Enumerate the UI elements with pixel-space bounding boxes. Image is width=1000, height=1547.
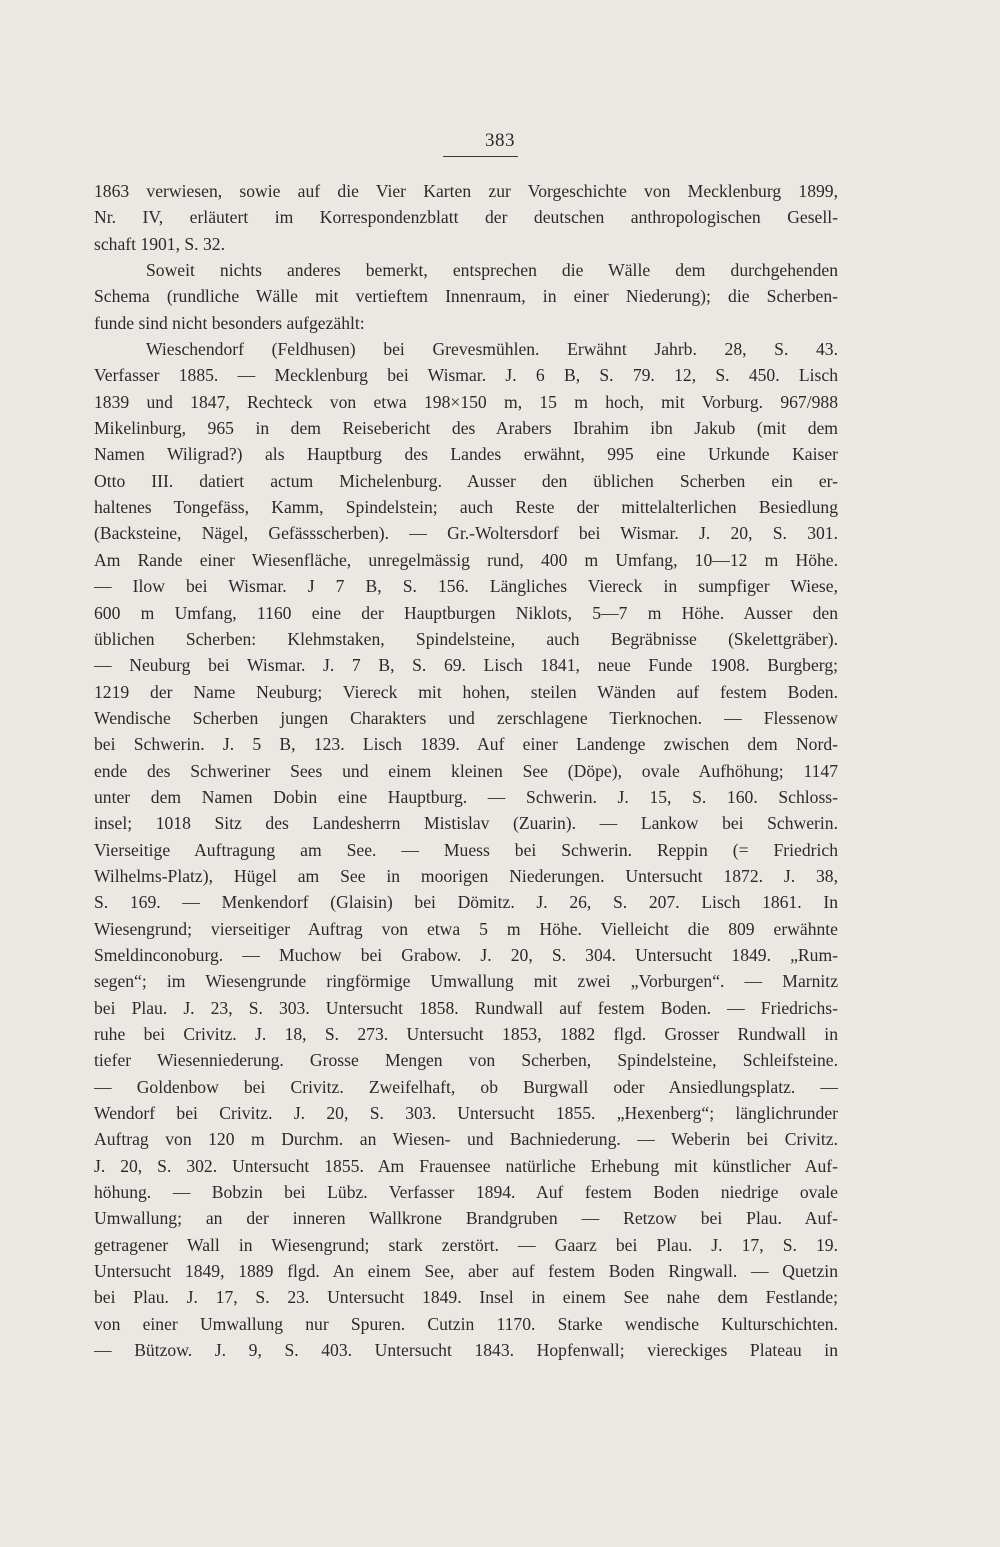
text-line: Schema (rundliche Wälle mit vertieftem Innenraum, in einer Niederung); die Scherben- — [94, 286, 838, 307]
text-line: funde sind nicht besonders aufgezählt: — [94, 312, 365, 333]
paragraph-start-line: Soweit nichts anderes bemerkt, entsprechen die Wälle dem durchgehenden — [146, 260, 838, 281]
text-line: Smeldinconoburg. — Muchow bei Grabow. J. 20, S. 304. Untersucht 1849. „Rum- — [94, 944, 838, 965]
text-line: höhung. — Bobzin bei Lübz. Verfasser 1894. Auf festem Boden niedrige ovale — [94, 1182, 838, 1203]
text-line: üblichen Scherben: Klehmstaken, Spindelsteine, auch Begräbnisse (Skelettgräber). — [94, 628, 838, 649]
text-line: Vierseitige Auftragung am See. — Muess bei Schwerin. Reppin (= Friedrich — [94, 839, 838, 860]
text-line: segen“; im Wiesengrunde ringförmige Umwallung mit zwei „Vorburgen“. — Marnitz — [94, 971, 838, 992]
text-line: unter dem Namen Dobin eine Hauptburg. — Schwerin. J. 15, S. 160. Schloss- — [94, 786, 838, 807]
text-line: Wendorf bei Crivitz. J. 20, S. 303. Untersucht 1855. „Hexenberg“; länglichrunder — [94, 1103, 838, 1124]
text-line: 1863 verwiesen, sowie auf die Vier Karten zur Vorgeschichte von Mecklenburg 1899, — [94, 181, 838, 201]
text-line: Otto III. datiert actum Michelenburg. Ausser den üblichen Scherben ein er- — [94, 470, 838, 491]
text-line: Wilhelms-Platz), Hügel am See in moorigen Niederungen. Untersucht 1872. J. 38, — [94, 865, 838, 886]
text-line: insel; 1018 Sitz des Landesherrn Mistislav (Zuarin). — Lankow bei Schwerin. — [94, 813, 838, 834]
text-line: Am Rande einer Wiesenfläche, unregelmässig rund, 400 m Umfang, 10—12 m Höhe. — [94, 549, 838, 570]
text-line: — Bützow. J. 9, S. 403. Untersucht 1843. Hopfenwall; viereckiges Plateau in — [94, 1340, 838, 1361]
text-line: S. 169. — Menkendorf (Glaisin) bei Dömitz. J. 26, S. 207. Lisch 1861. In — [94, 892, 838, 913]
text-line: Wiesengrund; vierseitiger Auftrag von etwa 5 m Höhe. Vielleicht die 809 erwähnte — [94, 918, 838, 939]
text-line: 600 m Umfang, 1160 eine der Hauptburgen Niklots, 5—7 m Höhe. Ausser den — [94, 602, 838, 623]
text-line: tiefer Wiesenniederung. Grosse Mengen von Scherben, Spindelsteine, Schleifsteine. — [94, 1050, 838, 1071]
page-number-rule — [443, 156, 518, 157]
body-text — [94, 178, 838, 1363]
text-line: Untersucht 1849, 1889 flgd. An einem See, aber auf festem Boden Ringwall. — Quetzin — [94, 1261, 838, 1282]
text-line: haltenes Tongefäss, Kamm, Spindelstein; auch Reste der mittelalterlichen Besiedlung — [94, 497, 838, 518]
text-line: Umwallung; an der inneren Wallkrone Brandgruben — Retzow bei Plau. Auf- — [94, 1208, 838, 1229]
text-line: ruhe bei Crivitz. J. 18, S. 273. Untersucht 1853, 1882 flgd. Grosser Rundwall in — [94, 1024, 838, 1044]
text-line: Mikelinburg, 965 in dem Reisebericht des Arabers Ibrahim ibn Jakub (mit dem — [94, 418, 838, 439]
text-line: Auftrag von 120 m Durchm. an Wiesen- und Bachniederung. — Weberin bei Crivitz. — [94, 1129, 838, 1150]
paragraph-start-line: Wieschendorf (Feldhusen) bei Grevesmühlen. Erwähnt Jahrb. 28, S. 43. — [146, 339, 838, 360]
text-line: Namen Wiligrad?) als Hauptburg des Landes erwähnt, 995 eine Urkunde Kaiser — [94, 444, 838, 465]
text-line: J. 20, S. 302. Untersucht 1855. Am Frauensee natürliche Erhebung mit künstlicher Auf- — [94, 1155, 838, 1176]
text-line: Nr. IV, erläutert im Korrespondenzblatt der deutschen anthropologischen Gesell- — [94, 207, 838, 228]
text-line: Verfasser 1885. — Mecklenburg bei Wismar. J. 6 B, S. 79. 12, S. 450. Lisch — [94, 365, 838, 386]
text-line: von einer Umwallung nur Spuren. Cutzin 1170. Starke wendische Kulturschichten. — [94, 1313, 838, 1334]
page-number: 383 — [485, 130, 515, 151]
text-line: bei Plau. J. 17, S. 23. Untersucht 1849. Insel in einem See nahe dem Festlande; — [94, 1287, 838, 1308]
text-line: bei Plau. J. 23, S. 303. Untersucht 1858. Rundwall auf festem Boden. — Friedrichs- — [94, 997, 838, 1018]
text-line: — Neuburg bei Wismar. J. 7 B, S. 69. Lisch 1841, neue Funde 1908. Burgberg; — [94, 655, 838, 676]
text-line: Wendische Scherben jungen Charakters und zerschlagene Tierknochen. — Flessenow — [94, 707, 838, 728]
text-line: schaft 1901, S. 32. — [94, 233, 225, 254]
text-line: — Ilow bei Wismar. J 7 B, S. 156. Längliches Viereck in sumpfiger Wiese, — [94, 576, 838, 597]
text-line: bei Schwerin. J. 5 B, 123. Lisch 1839. Auf einer Landenge zwischen dem Nord- — [94, 734, 838, 755]
text-line: — Goldenbow bei Crivitz. Zweifelhaft, ob Burgwall oder Ansiedlungsplatz. — — [94, 1076, 838, 1097]
text-line: 1219 der Name Neuburg; Viereck mit hohen, steilen Wänden auf festem Boden. — [94, 681, 838, 702]
text-line: 1839 und 1847, Rechteck von etwa 198×150 m, 15 m hoch, mit Vorburg. 967/988 — [94, 391, 838, 412]
text-line: (Backsteine, Nägel, Gefässscherben). — Gr.-Woltersdorf bei Wismar. J. 20, S. 301. — [94, 523, 838, 544]
text-line: ende des Schweriner Sees und einem kleinen See (Döpe), ovale Aufhöhung; 1147 — [94, 760, 838, 781]
text-line: getragener Wall in Wiesengrund; stark zerstört. — Gaarz bei Plau. J. 17, S. 19. — [94, 1234, 838, 1255]
